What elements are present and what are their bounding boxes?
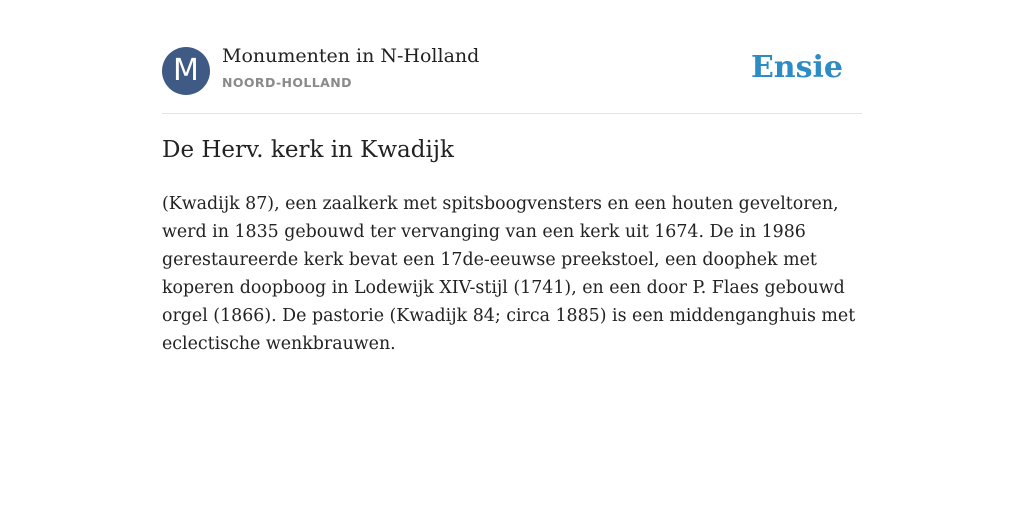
article-title: De Herv. kerk in Kwadijk — [162, 137, 454, 163]
card-header — [162, 0, 862, 114]
article-body: (Kwadijk 87), een zaalkerk met spitsboogvensters en een houten geveltoren, werd in 1835 gebouwd ter vervanging van een kerk uit 1674. De in 1986 gerestaureerde kerk bevat een 17de-eeuwse preekstoel, een doophek met koperen doopboog in Lodewijk XIV-stijl (1741), en een door P. Flaes gebouwd orgel (1866). De pastorie (Kwadijk 84; circa 1885) is een middenganghuis met eclectische wenkbrauwen. — [162, 194, 856, 354]
content-card — [162, 0, 862, 354]
source-avatar[interactable]: M — [162, 47, 210, 95]
brand-logo[interactable]: Ensie — [750, 50, 843, 85]
source-subtitle[interactable]: NOORD-HOLLAND — [222, 75, 352, 90]
source-title[interactable]: Monumenten in N-Holland — [222, 45, 480, 67]
